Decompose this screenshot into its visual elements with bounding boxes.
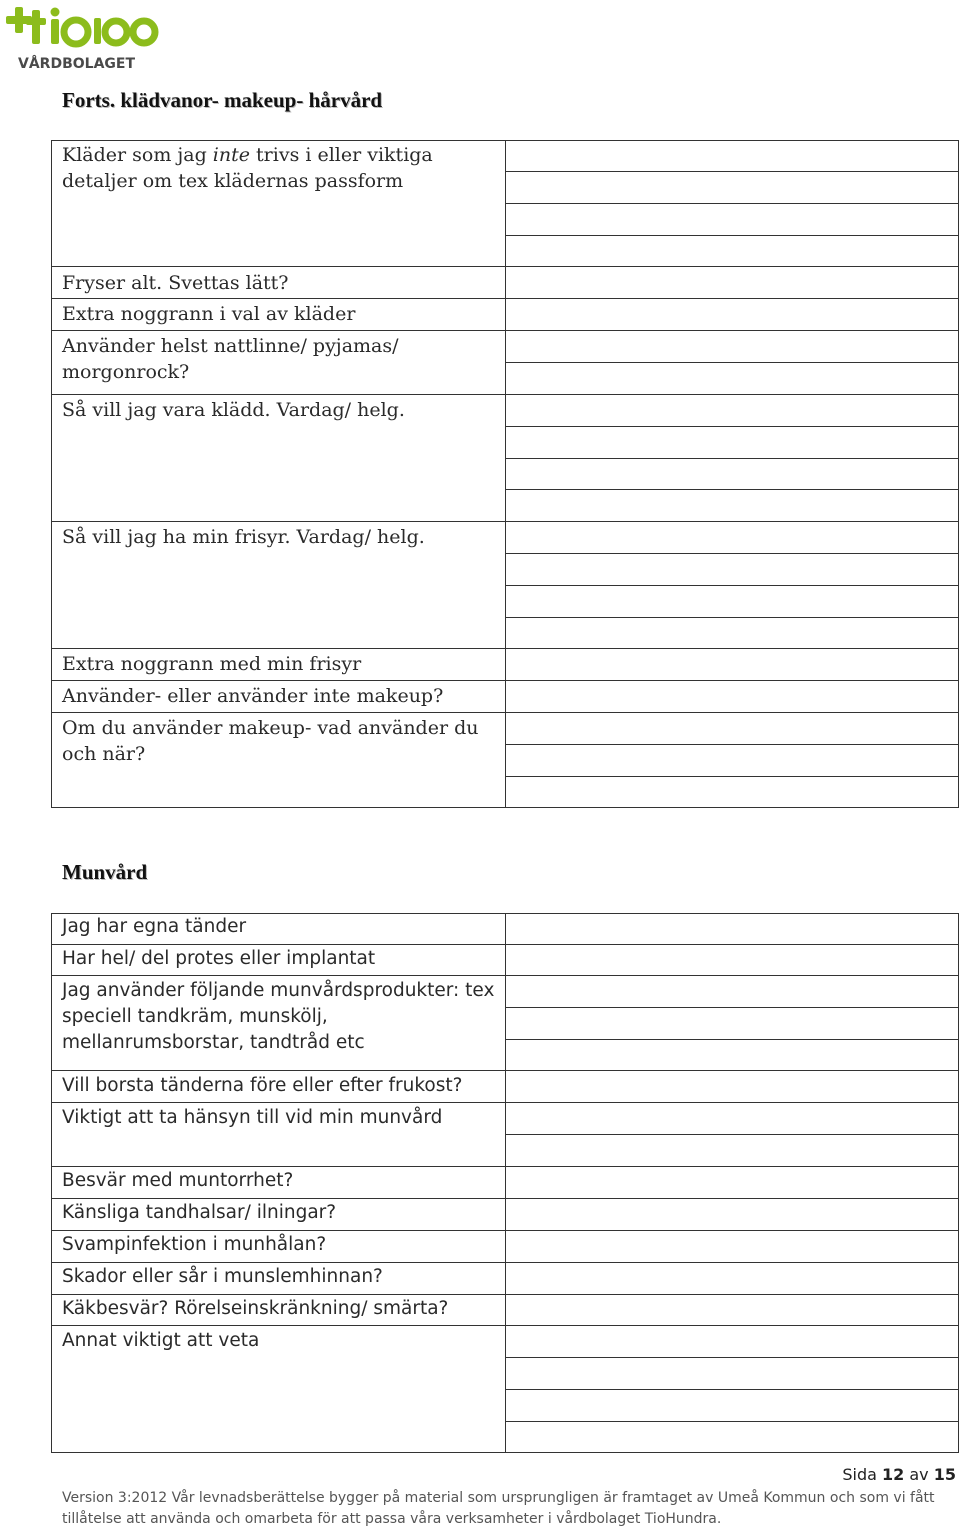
row-other-important: Annat viktigt att veta	[62, 1330, 260, 1351]
page-number: Sida 12 av 15	[842, 1465, 956, 1484]
row-dry-mouth: Besvär med muntorrhet?	[62, 1170, 294, 1191]
row-hairstyle: Så vill jag ha min frisyr. Vardag/ helg.	[62, 526, 425, 548]
footer-line-2: tillåtelse att använda och omarbeta för att passa våra verksamheter i vårdbolaget TioHundra.	[62, 1511, 722, 1527]
tio100-logo	[4, 4, 164, 72]
row-clothes-dislike: Kläder som jag inte trivs i eller viktiga detaljer om tex klädernas passform	[62, 144, 433, 192]
row-consider-oral: Viktigt att ta hänsyn till vid min munvård	[62, 1107, 443, 1128]
row-nightwear: Använder helst nattlinne/ pyjamas/ morgonrock?	[62, 335, 399, 383]
row-makeup-what: Om du använder makeup- vad använder du och när?	[62, 717, 479, 765]
logo-subtitle: VÅRDBOLAGET	[18, 56, 136, 72]
row-oral-products: Jag använder följande munvårdsprodukter: tex speciell tandkräm, munskölj, mellanrumsborstar, tandtråd etc	[62, 980, 495, 1053]
row-fungal-infection: Svampinfektion i munhålan?	[62, 1234, 327, 1255]
row-jaw-problems: Käkbesvär? Rörelseinskränkning/ smärta?	[62, 1298, 449, 1319]
row-prosthesis: Har hel/ del protes eller implantat	[62, 948, 376, 969]
row-mouth-sores: Skador eller sår i munslemhinnan?	[62, 1266, 383, 1287]
footer-line-1: Version 3:2012 Vår levnadsberättelse bygger på material som ursprungligen är framtaget av Umeå Kommun och som vi fått	[62, 1490, 935, 1506]
row-makeup-use: Använder- eller använder inte makeup?	[62, 685, 444, 707]
section-heading-oral-care: Munvård	[62, 860, 148, 884]
row-careful-clothes: Extra noggrann i val av kläder	[62, 303, 356, 325]
row-careful-hair: Extra noggrann med min frisyr	[62, 653, 362, 675]
row-dressed-how: Så vill jag vara klädd. Vardag/ helg.	[62, 399, 405, 421]
section-heading-clothing: Forts. klädvanor- makeup- hårvård	[62, 88, 383, 112]
row-own-teeth: Jag har egna tänder	[62, 916, 247, 937]
row-sensitive-teeth: Känsliga tandhalsar/ ilningar?	[62, 1202, 337, 1223]
row-brush-breakfast: Vill borsta tänderna före eller efter frukost?	[62, 1075, 463, 1096]
row-freezes-sweats: Fryser alt. Svettas lätt?	[62, 272, 289, 294]
